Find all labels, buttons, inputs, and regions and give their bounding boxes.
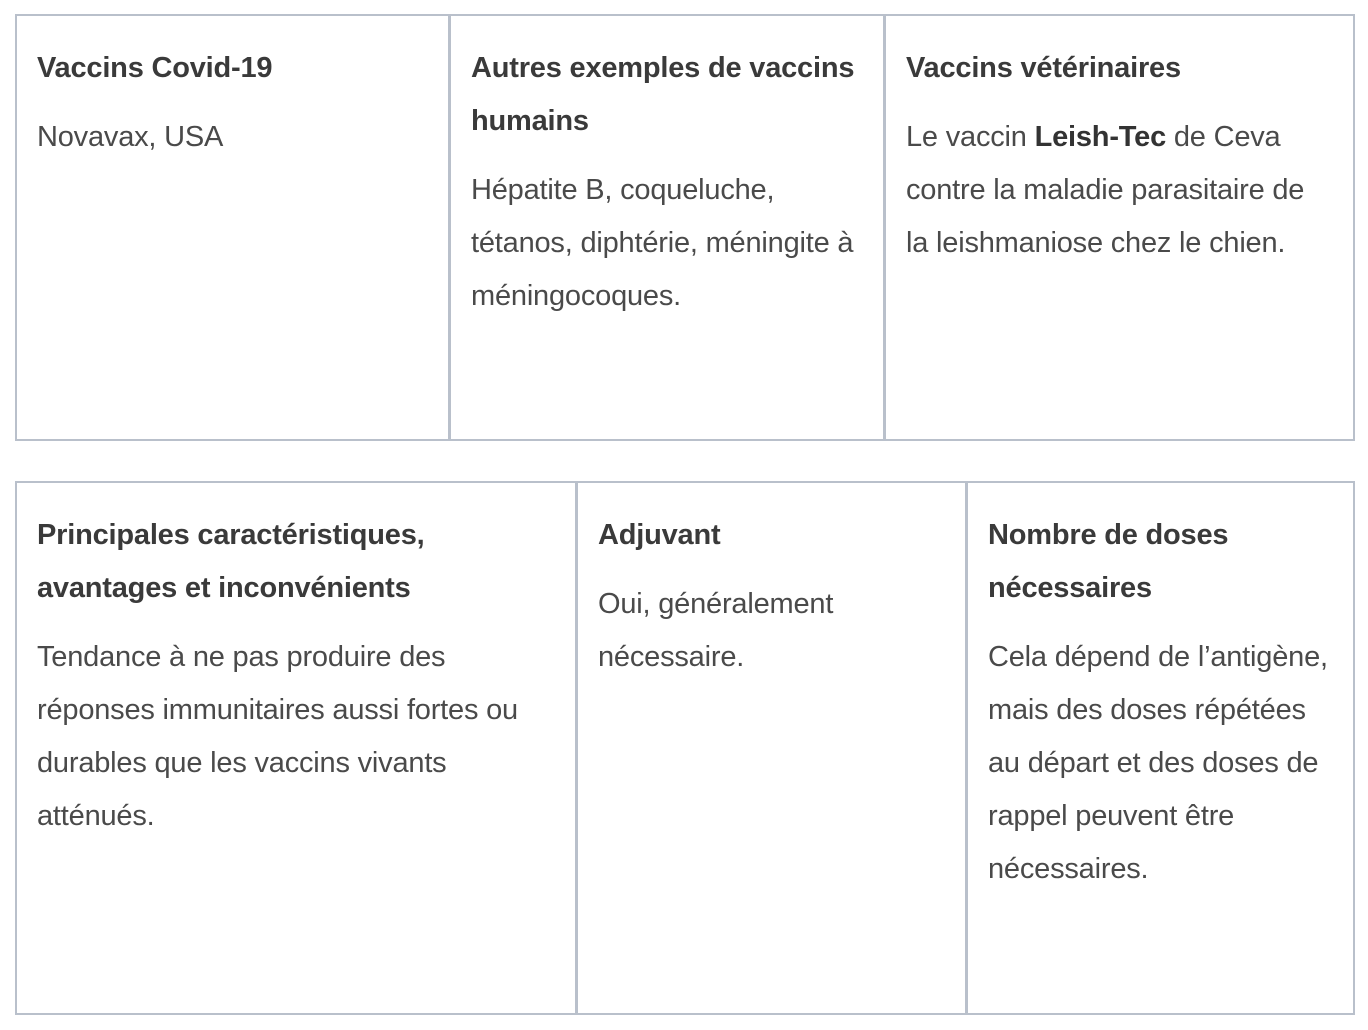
covid-vaccines-cell (17, 16, 451, 439)
leish-tec-name: Leish-Tec (1034, 121, 1166, 153)
covid-vaccines-text: Novavax, USA (37, 121, 224, 153)
adjuvant-cell (578, 483, 968, 1013)
veterinary-vaccines-text (906, 111, 1333, 270)
veterinary-text-after: de Ceva contre la maladie parasitaire de la leishmaniose chez le chien. (906, 121, 1305, 259)
vaccine-characteristics-table (15, 481, 1355, 1015)
veterinary-vaccines-cell (886, 16, 1353, 439)
adjuvant-text: Oui, généralement nécessaire. (598, 588, 834, 673)
human-vaccines-heading: Autres exemples de vaccins humains (471, 52, 855, 137)
doses-cell (968, 483, 1353, 1013)
characteristics-text: Tendance à ne pas produire des réponses immunitaires aussi fortes ou durables que les vaccins vivants atténués. (37, 641, 518, 832)
adjuvant-heading: Adjuvant (598, 519, 721, 551)
human-vaccines-cell (451, 16, 886, 439)
vaccine-examples-table (15, 14, 1355, 441)
human-vaccines-text: Hépatite B, coqueluche, tétanos, diphtérie, méningite à méningocoques. (471, 174, 854, 312)
characteristics-heading: Principales caractéristiques, avantages et inconvénients (37, 519, 425, 604)
veterinary-vaccines-heading: Vaccins vétérinaires (906, 52, 1181, 84)
characteristics-cell (17, 483, 578, 1013)
doses-text: Cela dépend de l’antigène, mais des doses répétées au départ et des doses de rappel peuvent être nécessaires. (988, 641, 1328, 885)
covid-vaccines-heading: Vaccins Covid-19 (37, 52, 273, 84)
doses-heading: Nombre de doses nécessaires (988, 519, 1229, 604)
veterinary-text-before: Le vaccin (906, 121, 1035, 153)
